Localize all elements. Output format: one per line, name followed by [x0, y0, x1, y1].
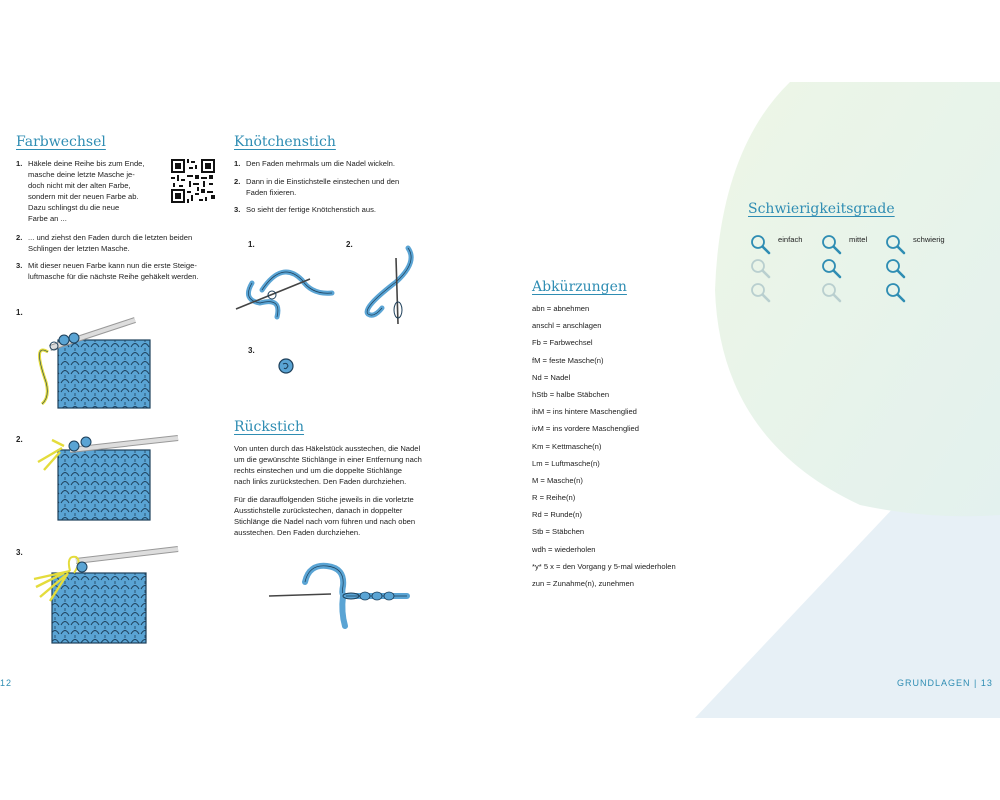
- magnifier-icon: [823, 260, 840, 277]
- step-text: Häkele deine Reihe bis zum Ende, masche deine letzte Masche je- doch nicht mit der alten Farbe, sondern mit der neuen Farbe ab. Dazu schlingst du die neue Farbe an ...: [28, 159, 145, 223]
- difficulty-levels: [748, 230, 988, 310]
- knot-figure-label-1: 1.: [248, 240, 255, 249]
- step-number: 3.: [234, 205, 241, 214]
- difficulty-magnifier-icons: [748, 230, 928, 305]
- magnifier-icon: [752, 236, 769, 253]
- abbreviation-item: ihM = ins hintere Maschenglied: [532, 407, 637, 417]
- abbreviation-item: Km = Kettmasche(n): [532, 441, 602, 451]
- abbreviation-item: fM = feste Masche(n): [532, 355, 604, 365]
- ruckstich-title: Rückstich: [234, 419, 305, 435]
- abbreviation-item: hStb = halbe Stäbchen: [532, 389, 610, 399]
- knot-illustration-3: [274, 354, 298, 378]
- abbreviation-item: M = Masche(n): [532, 475, 583, 485]
- abbreviation-item: Stb = Stäbchen: [532, 527, 585, 537]
- step-text: So sieht der fertige Knötchenstich aus.: [246, 205, 377, 214]
- farbwechsel-step-3: [16, 260, 226, 282]
- magnifier-icon: [887, 284, 904, 301]
- crochet-illustration-1: [20, 312, 160, 412]
- step-text: ... und ziehst den Faden durch die letzten beiden Schlingen der letzten Masche.: [28, 233, 193, 253]
- abbreviation-item: Lm = Luftmasche(n): [532, 458, 600, 468]
- abbreviation-item: anschl = anschlagen: [532, 321, 602, 331]
- crochet-figure-label-3: 3.: [16, 548, 23, 557]
- step-number: 1.: [16, 159, 23, 168]
- page-number-left: 12: [0, 678, 13, 688]
- farbwechsel-step-2: [16, 232, 226, 254]
- knot-illustration-1: [232, 255, 342, 325]
- step-number: 1.: [234, 159, 241, 168]
- step-number: 2.: [16, 233, 23, 242]
- difficulty-label-schwierig: schwierig: [913, 235, 945, 244]
- backstitch-illustration: [265, 560, 415, 630]
- magnifier-icon: [823, 236, 840, 253]
- magnifier-icon: [887, 236, 904, 253]
- qr-code: [171, 159, 215, 203]
- magnifier-icon: [752, 284, 769, 301]
- crochet-illustration-2: [30, 432, 180, 524]
- abbreviation-item: Fb = Farbwechsel: [532, 338, 593, 348]
- knotchenstich-step-3: [234, 204, 464, 215]
- difficulty-label-einfach: einfach: [778, 235, 803, 244]
- step-text: Dann in die Einstichstelle einstechen und den Faden fixieren.: [246, 177, 400, 197]
- knotchenstich-step-2: [234, 176, 464, 198]
- farbwechsel-step-1: [16, 158, 176, 224]
- crochet-figure-label-2: 2.: [16, 435, 23, 444]
- abbreviation-item: zun = Zunahme(n), zunehmen: [532, 579, 634, 588]
- abbreviation-item: Nd = Nadel: [532, 372, 571, 382]
- magnifier-icon: [823, 284, 840, 301]
- page-number-right: GRUNDLAGEN | 13: [897, 678, 993, 688]
- abbreviation-item: *y* 5 x = den Vorgang y 5-mal wiederholen: [532, 561, 676, 571]
- step-number: 2.: [234, 177, 241, 186]
- abbreviation-list: [532, 303, 732, 595]
- abbreviation-item: wdh = wiederholen: [532, 544, 596, 554]
- crochet-illustration-3: [30, 545, 180, 645]
- ruckstich-paragraph-1: Von unten durch das Häkelstück ausstechen, die Nadel um die gewünschte Stichlänge in einer Entfernung nach rechts einstechen und um die doppelte Stichlänge nach links zurückstechen. Den Faden durchziehen.: [234, 444, 422, 486]
- schwierigkeit-title: Schwierigkeitsgrade: [748, 201, 895, 217]
- abkurzungen-title: Abkürzungen: [532, 279, 627, 295]
- magnifier-icon: [887, 260, 904, 277]
- abbreviation-item: R = Reihe(n): [532, 493, 576, 503]
- difficulty-label-mittel: mittel: [849, 235, 868, 244]
- ruckstich-paragraph-2: Für die darauffolgenden Stiche jeweils in die vorletzte Ausstichstelle zurückstechen, danach in doppelter Stichlänge die Nadel nach vorn führen und nach oben ausstechen. Den Faden durchziehen.: [234, 495, 416, 537]
- abbreviation-item: Rd = Runde(n): [532, 510, 583, 520]
- crochet-figure-label-1: 1.: [16, 308, 23, 317]
- knot-figure-label-3: 3.: [248, 346, 255, 355]
- knot-illustration-2: [352, 238, 422, 328]
- abbreviation-item: abn = abnehmen: [532, 304, 590, 313]
- knotchenstich-step-1: [234, 158, 464, 169]
- abbreviation-item: ivM = ins vordere Maschenglied: [532, 424, 639, 434]
- farbwechsel-title: Farbwechsel: [16, 134, 106, 150]
- step-text: Mit dieser neuen Farbe kann nun die erste Steige- luftmasche für die nächste Reihe gehäkelt werden.: [28, 261, 199, 281]
- magnifier-icon: [752, 260, 769, 277]
- step-number: 3.: [16, 261, 23, 270]
- knot-figure-label-2: 2.: [346, 240, 353, 249]
- knotchenstich-title: Knötchenstich: [234, 134, 336, 150]
- step-text: Den Faden mehrmals um die Nadel wickeln.: [246, 159, 395, 168]
